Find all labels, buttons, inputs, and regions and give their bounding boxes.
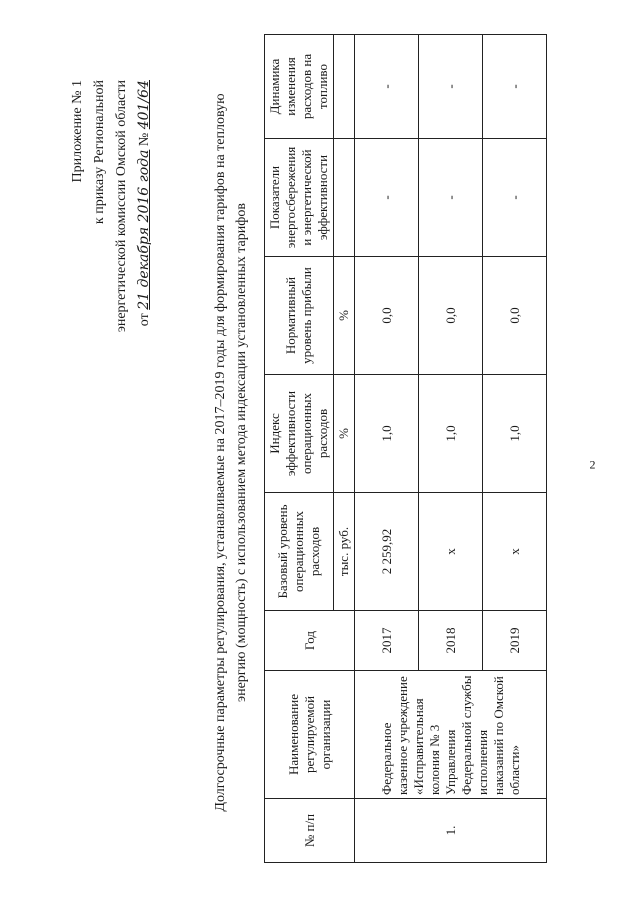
- cell-index: 1,0: [355, 375, 419, 493]
- unit-base: тыс. руб.: [334, 493, 355, 611]
- cell-year: 2017: [355, 611, 419, 671]
- appendix-line-2: к приказу Региональной: [92, 80, 107, 225]
- unit-fuel: [334, 35, 355, 139]
- cell-year: 2018: [419, 611, 483, 671]
- title-line-1: Долгосрочные параметры регулирования, устанавливаемые на 2017–2019 годы для формирования тарифов на тепловую: [213, 93, 228, 812]
- cell-profit: 0,0: [355, 257, 419, 375]
- header-index: Индекс эффективности операционных расходов: [265, 375, 334, 493]
- cell-fuel: -: [355, 35, 419, 139]
- document-title: [210, 0, 252, 905]
- unit-energy: [334, 139, 355, 257]
- header-profit: Нормативный уровень прибыли: [265, 257, 334, 375]
- cell-base: 2 259,92: [355, 493, 419, 611]
- header-row: [265, 35, 334, 863]
- appendix-number-label: №: [137, 132, 152, 147]
- appendix-line-1: Приложение № 1: [70, 80, 85, 183]
- organization-name: Федеральное казенное учреждение «Исправительная колония № 3 Управления Федеральной службы исполнения наказаний по Омской области»: [355, 671, 547, 799]
- cell-profit: 0,0: [419, 257, 483, 375]
- header-energy: Показатели энергосбережения и энергетической эффективности: [265, 139, 334, 257]
- cell-energy: -: [355, 139, 419, 257]
- table-row: [355, 35, 419, 863]
- cell-index: 1,0: [419, 375, 483, 493]
- appendix-date: 21 декабря 2016 года: [136, 149, 152, 310]
- header-base: Базовый уровень операционных расходов: [265, 493, 334, 611]
- cell-index: 1,0: [483, 375, 547, 493]
- row-number: 1.: [355, 799, 547, 863]
- appendix-line-4: [136, 80, 153, 326]
- title-line-2: энергию (мощность) с использованием метода индексации установленных тарифов: [234, 203, 249, 702]
- page-number: 2: [589, 457, 596, 472]
- cell-energy: -: [483, 139, 547, 257]
- appendix-from-label: от: [137, 313, 152, 327]
- cell-base: х: [483, 493, 547, 611]
- cell-energy: -: [419, 139, 483, 257]
- unit-index: %: [334, 375, 355, 493]
- header-year: Год: [265, 611, 355, 671]
- cell-profit: 0,0: [483, 257, 547, 375]
- unit-profit: %: [334, 257, 355, 375]
- cell-year: 2019: [483, 611, 547, 671]
- regulation-table: [264, 34, 547, 863]
- appendix-line-3: энергетической комиссии Омской области: [114, 80, 129, 333]
- cell-fuel: -: [483, 35, 547, 139]
- header-fuel: Динамика изменения расходов на топливо: [265, 35, 334, 139]
- header-num: № п/п: [265, 799, 355, 863]
- header-org: Наименование регулируемой организации: [265, 671, 355, 799]
- cell-base: х: [419, 493, 483, 611]
- cell-fuel: -: [419, 35, 483, 139]
- appendix-number: 401/64: [136, 80, 152, 130]
